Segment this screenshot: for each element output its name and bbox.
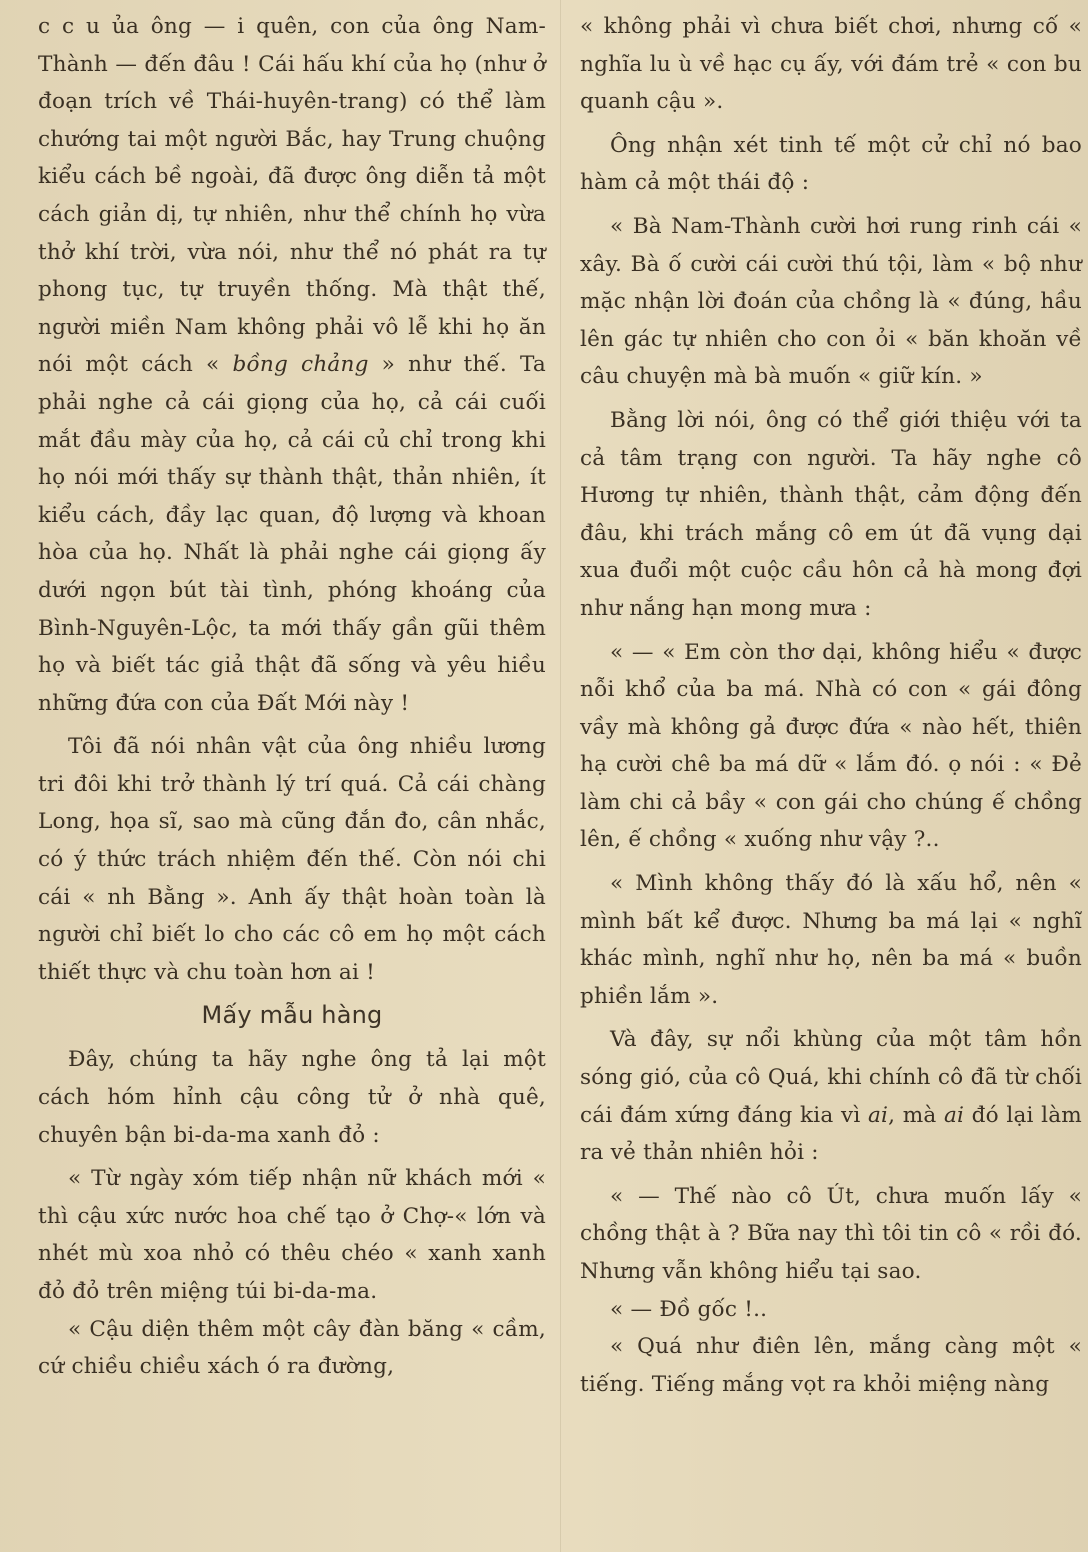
italic-word: ai [943, 1102, 965, 1128]
paragraph-intro-quote: Đây, chúng ta hãy nghe ông tả lại một cách hóm hỉnh cậu công tử ở nhà quê, chuyên bận bi-da-ma xanh đỏ : [38, 1047, 546, 1148]
quote-paragraph: « Mình không thấy đó là xấu hổ, nên « mình bất kể được. Nhưng ba má lại « nghĩ khác mình, nghĩ như họ, nên ba má « buồn phiền lắm ». [580, 871, 1082, 1009]
paragraph-dialogue-intro: Bằng lời nói, ông có thể giới thiệu với ta cả tâm trạng con người. Ta hãy nghe cô Hương tự nhiên, thành thật, cảm động đến đâu, khi trách mắng cô em út đã vụng dại xua đuổi một cuộc cầu hôn cả hà mong đợi như nắng hạn mong mưa : [580, 407, 1082, 621]
italic-phrase: bồng chảng [232, 352, 369, 378]
section-heading: Mấy mẫu hàng [201, 1001, 383, 1030]
quote-paragraph: « Bà Nam-Thành cười hơi rung rinh cái « xây. Bà ố cười cái cười thú tội, làm « bộ như mặc nhận lời đoán của chồng là « đúng, hầu lên gác tự nhiên cho con ỏi « băn khoăn về câu chuyện mà bà muốn « giữ kín. » [580, 213, 1082, 390]
column-divider [560, 0, 561, 1552]
quote-paragraph: « — « Em còn thơ dại, không hiểu « được nỗi khổ của ba má. Nhà có con « gái đông vầy mà không gả được đứa « nào hết, thiên hạ cười chê ba má dữ « lắm đó. ọ nói : « Đẻ làm chi cả bầy « con gái cho chúng ế chồng lên, ế chồng « xuống như vậy ?.. [580, 639, 1082, 853]
quote-paragraph: « — Thế nào cô Út, chưa muốn lấy « chồng thật à ? Bữa nay thì tôi tin cô « rồi đó. Nhưng vẫn không hiểu tại sao. [580, 1183, 1082, 1284]
paragraph-characters: Tôi đã nói nhân vật của ông nhiều lương tri đôi khi trở thành lý trí quá. Cả cái chàng Long, họa sĩ, sao mà cũng đắn đo, cân nhắc, có ý thức trách nhiệm đến thế. Còn nói chi cái « nh Bằng ». Anh ấy thật hoàn toàn là người chỉ biết lo cho các cô em họ một cách thiết thực và chu toàn hơn ai ! [38, 734, 546, 985]
quote-paragraph: « Từ ngày xóm tiếp nhận nữ khách mới « thì cậu xức nước hoa chế tạo ở Chợ-« lớn và nhét mù xoa nhỏ có thêu chéo « xanh xanh đỏ đỏ trên miệng túi bi-da-ma. [38, 1166, 546, 1304]
quote-paragraph: « — Đồ gốc !.. [610, 1296, 768, 1322]
paragraph-southerners-speech: c c u ủa ông — i quên, con của ông Nam-Thành — đến đâu ! Cái hấu khí của họ (như ở đoạn trích về Thái-huyên-trang) có thể làm chướng tai một người Bắc, hay Trung chuộng kiểu cách bề ngoài, đã được ông diễn tả một cách giản dị, tự nhiên, như thể chính họ vừa thở khí trời, vừa nói, như thể nó phát ra tự phong tục, tự truyền thống. Mà thật thế, người miền Nam không phải vô lễ khi họ ăn nói một cách « bồng chảng » như thế. Ta phải nghe cả cái giọng của họ, cả cái cuối mắt đầu mày của họ, cả cái củ chỉ trong khi họ nói mới thấy sự thành thật, thản nhiên, ít kiểu cách, đầy lạc quan, độ lượng và khoan hòa của họ. Nhất là phải nghe cái giọng ấy dưới ngọn bút tài tình, phóng khoáng của Bình-Nguyên-Lộc, ta mới thấy gần gũi thêm họ và biết tác giả thật đã sống và yêu hiều những đứa con của Đất Mới này ! [38, 14, 546, 716]
paragraph-observation: Ông nhận xét tinh tế một cử chỉ nó bao hàm cả một thái độ : [580, 132, 1082, 196]
left-column [38, 8, 546, 1386]
italic-word: ai [867, 1102, 889, 1128]
quote-paragraph: « Quá như điên lên, mắng càng một « tiếng. Tiếng mắng vọt ra khỏi miệng nàng [580, 1334, 1082, 1397]
quote-paragraph: « không phải vì chưa biết chơi, nhưng cố « nghĩa lu ù về hạc cụ ấy, với đám trẻ « con bu quanh cậu ». [580, 14, 1082, 115]
quote-paragraph: « Cậu diện thêm một cây đàn băng « cầm, cứ chiều chiều xách ó ra đường, [38, 1316, 546, 1380]
right-column [580, 8, 1082, 1403]
paragraph-qua-anger: Và đây, sự nổi khùng của một tâm hồn sóng gió, của cô Quá, khi chính cô đã từ chối cái đám xứng đáng kia vì ai, mà ai đó lại làm ra vẻ thản nhiên hỏi : [580, 1027, 1082, 1166]
